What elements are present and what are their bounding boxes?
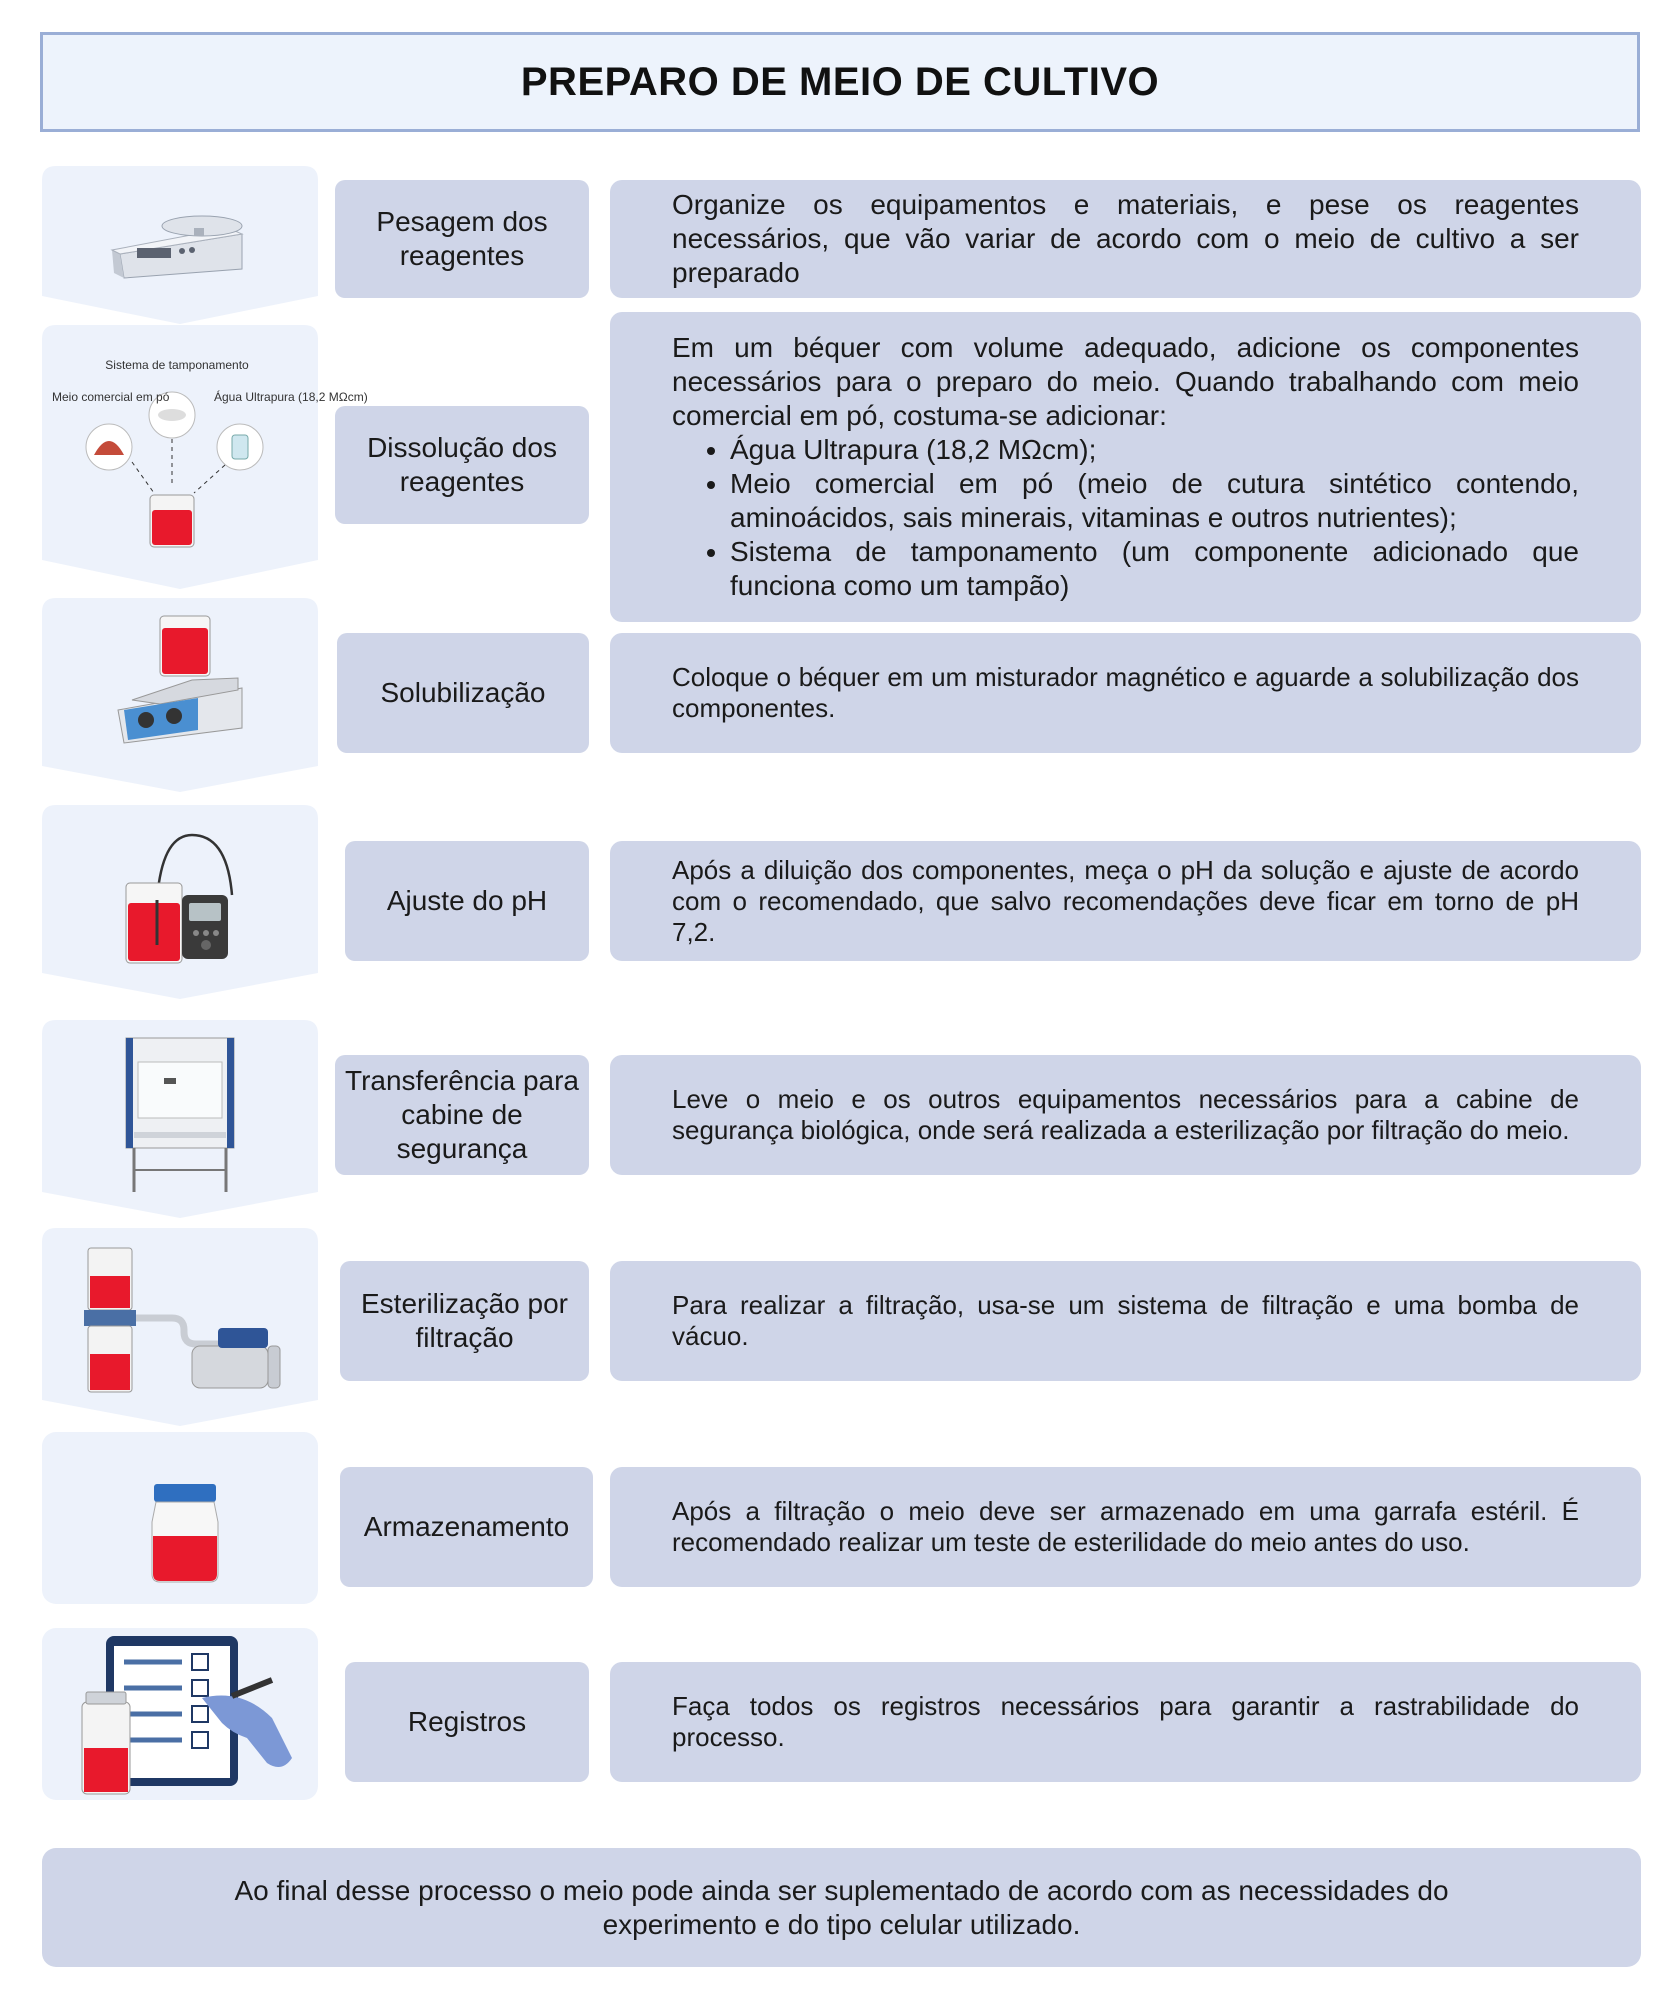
- step-label-text: Ajuste do pH: [386, 885, 548, 916]
- description-text: Após a diluição dos componentes, meça o pH da solução e ajuste de acordo com o recomendado, que salvo recomendações deve ficar em torno de pH 7,2.: [672, 854, 1579, 947]
- step-label-text: Transferência para cabine de segurança: [345, 1065, 579, 1164]
- description-text: Após a filtração o meio deve ser armazenado em uma garrafa estéril. É recomendado realizar um teste de esterilidade do meio antes do uso.: [672, 1496, 1579, 1557]
- step-image-dissolution: [42, 325, 368, 591]
- step-image-ph: [42, 805, 318, 1001]
- description-text: Leve o meio e os outros equipamentos necessários para a cabine de segurança biológica, onde será realizada a esterilização por filtração do meio.: [672, 1084, 1579, 1145]
- step-image-filtration: [42, 1228, 318, 1428]
- step-label-dissolution: [335, 406, 589, 524]
- step-label-text: Armazenamento: [363, 1511, 570, 1542]
- step-label-text: Dissolução dos reagentes: [367, 432, 557, 497]
- description-text: Organize os equipamentos e materiais, e pese os reagentes necessários, que vão variar de acordo com o meio de cultivo a ser preparado: [672, 189, 1579, 288]
- step-description-storage: [610, 1467, 1641, 1587]
- description-text: Para realizar a filtração, usa-se um sistema de filtração e uma bomba de vácuo.: [672, 1290, 1579, 1351]
- step-description-records: [610, 1662, 1641, 1782]
- step-description-transfer: [610, 1055, 1641, 1175]
- list-item: • Meio comercial em pó (meio de cutura sintético contendo, aminoácidos, sais minerais, vitaminas e outros nutrientes);: [730, 467, 1579, 535]
- footer-text: Ao final desse processo o meio pode ainda ser suplementado de acordo com as necessidades do experimento e do tipo celular utilizado.: [234, 1874, 1449, 1940]
- step-image-stirring: [42, 598, 318, 794]
- step-description-ph: [610, 841, 1641, 961]
- analytical-balance-icon: [42, 166, 318, 326]
- biosafety-cabinet-icon: [42, 1020, 318, 1220]
- filtration-pump-icon: [42, 1228, 318, 1428]
- step-label-text: Registros: [407, 1706, 527, 1737]
- step-label-storage: [340, 1467, 593, 1587]
- list-item: • Água Ultrapura (18,2 MΩcm);: [730, 433, 1579, 467]
- step-image-records: [42, 1628, 318, 1800]
- description-text: Em um béquer com volume adequado, adicione os componentes necessários para o preparo do meio. Quando trabalhando com meio comercial em pó, costuma-se adicionar:: [672, 332, 1579, 431]
- label-water: Água Ultrapura (18,2 MΩcm): [214, 390, 368, 404]
- step-image-weighing: [42, 166, 318, 326]
- ph-meter-icon: [42, 805, 318, 1001]
- step-image-cabinet: [42, 1020, 318, 1220]
- description-text: Faça todos os registros necessários para garantir a rastrabilidade do processo.: [672, 1691, 1579, 1752]
- footer-note: [42, 1848, 1641, 1967]
- step-description-sterilization: [610, 1261, 1641, 1381]
- beaker-components-icon: [42, 325, 368, 591]
- step-label-sterilization: [340, 1261, 589, 1381]
- label-powder: Meio comercial em pó: [52, 390, 170, 404]
- step-label-text: Pesagem dos reagentes: [376, 206, 548, 271]
- list-item: • Sistema de tamponamento (um componente adicionado que funciona como um tampão): [730, 535, 1579, 603]
- page-title: PREPARO DE MEIO DE CULTIVO: [520, 59, 1160, 104]
- step-label-transfer: [335, 1055, 589, 1175]
- sterile-bottle-icon: [42, 1432, 318, 1604]
- step-label-ph: [345, 841, 589, 961]
- step-label-weighing: [335, 180, 589, 298]
- step-image-storage: [42, 1432, 318, 1604]
- step-label-text: Solubilização: [380, 677, 546, 708]
- step-description-dissolution: [610, 312, 1641, 622]
- components-list: [672, 433, 1579, 603]
- title-banner: [40, 32, 1640, 132]
- magnetic-stirrer-icon: [42, 598, 318, 794]
- step-label-text: Esterilização por filtração: [361, 1288, 568, 1353]
- label-buffer: Sistema de tamponamento: [105, 358, 249, 372]
- step-description-solubilization: [610, 633, 1641, 753]
- step-label-solubilization: [337, 633, 589, 753]
- checklist-clipboard-icon: [42, 1628, 318, 1800]
- step-label-records: [345, 1662, 589, 1782]
- step-description-weighing: [610, 180, 1641, 298]
- description-text: Coloque o béquer em um misturador magnético e aguarde a solubilização dos componentes.: [672, 662, 1579, 723]
